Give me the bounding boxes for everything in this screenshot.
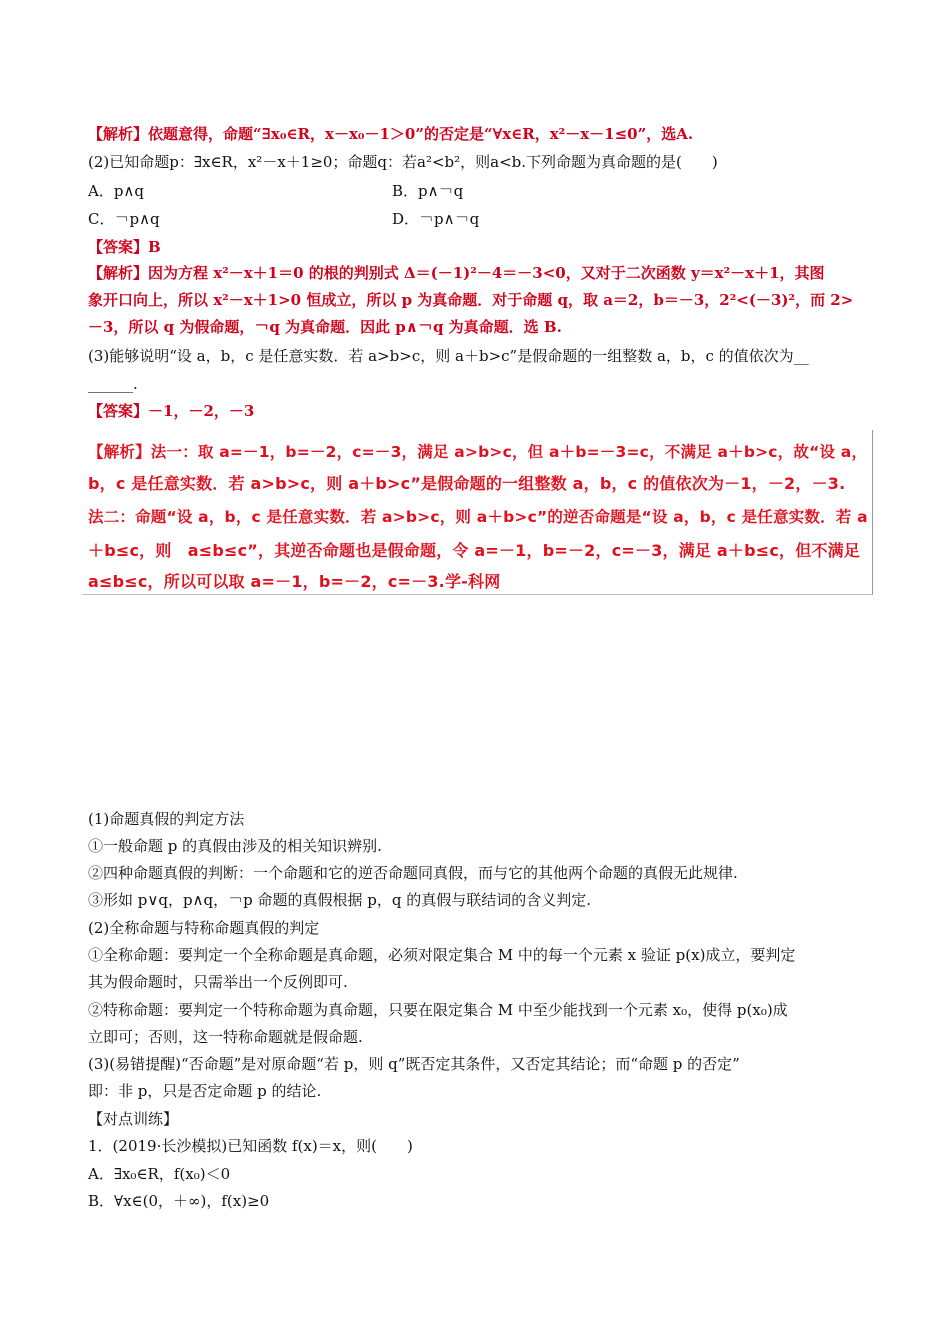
solution-2-line-1: 【解析】因为方程 x²－x＋1＝0 的根的判别式 Δ＝(－1)²－4＝－3<0，又对于二次函数 y＝x²－x＋1，其图 [88, 264, 825, 282]
heading-3a: (3)(易错提醒)“否命题”是对原命题“若 p，则 q”既否定其条件，又否定其结论；而“命题 p 的否定” [88, 1055, 740, 1073]
training-question-1: 1．(2019·长沙模拟)已知函数 f(x)＝x，则( ) [88, 1137, 413, 1155]
box-line-3: 法二：命题“设 a，b，c 是任意实数．若 a>b>c，则 a＋b>c”的逆否命题是“设 a，b，c 是任意实数．若 a [88, 508, 868, 526]
option-a: A．p∧q [88, 182, 145, 200]
method-3: ③形如 p∨q，p∧q，￢p 命题的真假根据 p，q 的真假与联结词的含义判定. [88, 891, 592, 909]
option-d: D．￢p∧￢q [392, 210, 480, 228]
question-2: (2)已知命题p：∃x∈R，x²－x＋1≥0；命题q：若a²<b²，则a<b.下列命题为真命题的是( ) [88, 153, 718, 171]
note-1b: 其为假命题时，只需举出一个反例即可. [88, 973, 348, 991]
note-2b: 立即可；否则，这一特称命题就是假命题. [88, 1028, 363, 1046]
option-c: C．￢p∧q [88, 210, 160, 228]
box-line-4: ＋b≤c，则 a≤b≤c”，其逆否命题也是假命题，令 a=－1，b=－2，c=－3，满足 a＋b≤c，但不满足 [88, 541, 861, 560]
box-line-1: 【解析】法一：取 a=－1，b=－2，c=－3，满足 a>b>c，但 a＋b=－3=c，不满足 a＋b>c，故“设 a， [88, 443, 868, 461]
training-heading: 【对点训练】 [88, 1110, 179, 1128]
box-line-5: a≤b≤c，所以可以取 a=－1，b=－2，c=－3.学-科网 [88, 572, 501, 591]
method-1: ①一般命题 p 的真假由涉及的相关知识辨别. [88, 837, 382, 855]
note-2a: ②特称命题：要判定一个特称命题为真命题，只要在限定集合 M 中至少能找到一个元素 x₀，使得 p(x₀)成 [88, 1001, 788, 1019]
solution-2-line-2: 象开口向上，所以 x²－x＋1>0 恒成立，所以 p 为真命题．对于命题 q，取 a＝2，b＝－3，2²<(－3)²，而 2> [88, 291, 854, 309]
training-option-b: B．∀x∈(0，＋∞)，f(x)≥0 [88, 1192, 270, 1210]
heading-1: (1)命题真假的判定方法 [88, 810, 245, 828]
note-1a: ①全称命题：要判定一个全称命题是真命题，必须对限定集合 M 中的每一个元素 x 验证 p(x)成立，要判定 [88, 946, 796, 964]
question-3-line-2: ______. [88, 375, 138, 393]
method-2: ②四种命题真假的判断：一个命题和它的逆否命题同真假，而与它的其他两个命题的真假无此规律. [88, 864, 738, 882]
answer-2: 【答案】B [88, 238, 161, 256]
option-b: B．p∧￢q [392, 182, 464, 200]
heading-3b: 即：非 p，只是否定命题 p 的结论. [88, 1082, 322, 1100]
solution-2-line-3: －3，所以 q 为假命题，￢q 为真命题．因此 p∧￢q 为真命题．选 B. [88, 318, 562, 336]
heading-2: (2)全称命题与特称命题真假的判定 [88, 919, 320, 937]
answer-3: 【答案】－1，－2，－3 [88, 402, 255, 420]
solution-1: 【解析】依题意得，命题“∃x₀∈R，x－x₀－1＞0”的否定是“∀x∈R，x²－x－1≤0”，选A. [88, 125, 694, 143]
box-line-2: b，c 是任意实数．若 a>b>c，则 a＋b>c”是假命题的一组整数 a，b，c 的值依次为－1，－2，－3. [88, 474, 846, 493]
question-3-line-1: (3)能够说明“设 a，b，c 是任意实数．若 a>b>c，则 a＋b>c”是假命题的一组整数 a，b，c 的值依次为__ [88, 347, 809, 365]
training-option-a: A．∃x₀∈R，f(x₀)＜0 [88, 1165, 231, 1183]
